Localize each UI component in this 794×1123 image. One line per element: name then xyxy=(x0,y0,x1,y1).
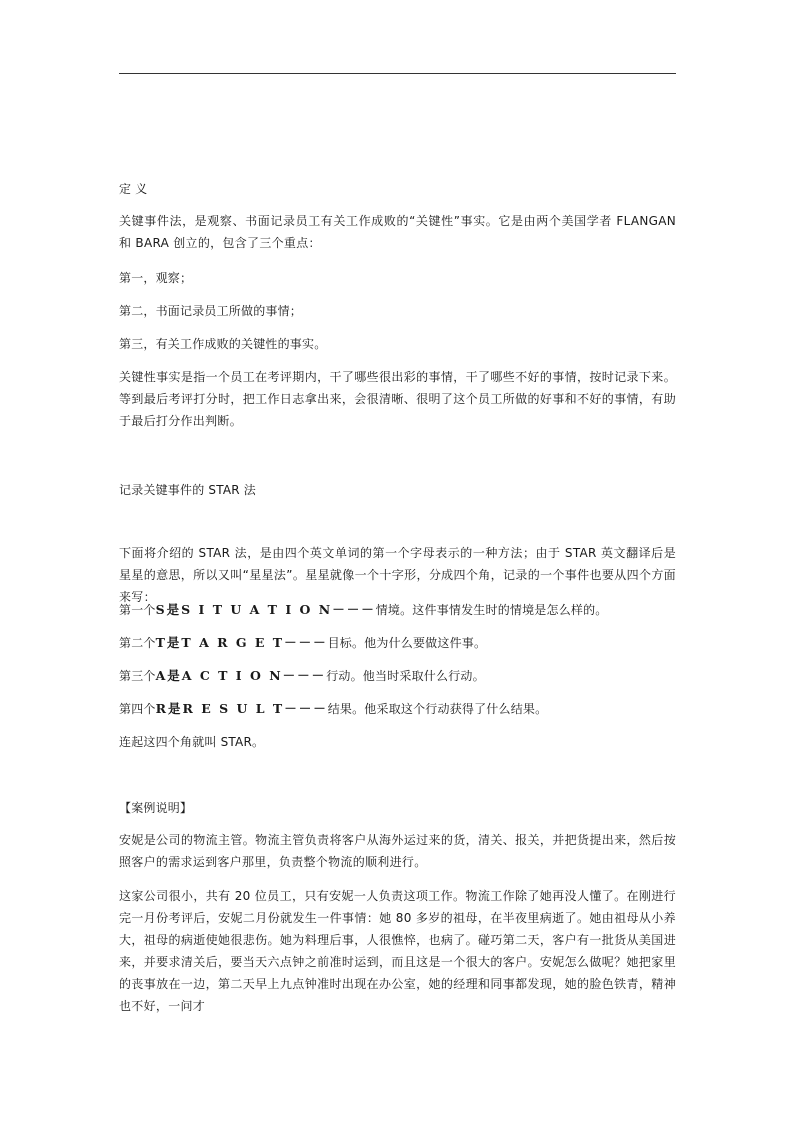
header-rule xyxy=(119,73,676,74)
paragraph-definition: 关键事件法，是观察、书面记录员工有关工作成败的“关键性”事实。它是由两个美国学者 FLANGAN 和 BARA 创立的，包含了三个重点： xyxy=(119,214,676,250)
star-item-prefix: 第一个 xyxy=(119,603,156,617)
paragraph-star-intro: 下面将介绍的 STAR 法，是由四个英文单词的第一个字母表示的一种方法；由于 STAR 英文翻译后是星星的意思，所以又叫“星星法”。星星就像一个十字形，分成四个角，记录的一个事件也要从四个方面来写： xyxy=(119,546,676,604)
point-3: 第三，有关工作成败的关键性的事实。 xyxy=(119,337,327,351)
star-item-s xyxy=(119,599,676,621)
point-2: 第二，书面记录员工所做的事情； xyxy=(119,304,303,318)
star-item-prefix: 第三个 xyxy=(119,669,156,683)
star-item-a xyxy=(119,665,676,687)
star-item-prefix: 第四个 xyxy=(119,702,156,716)
star-summary: 连起这四个角就叫 STAR。 xyxy=(119,735,265,749)
star-item-r xyxy=(119,698,676,720)
section-title-definition: 定 义 xyxy=(119,182,148,196)
section-title-star: 记录关键事件的 STAR 法 xyxy=(119,483,256,497)
point-1: 第一，观察； xyxy=(119,271,193,285)
star-item-desc: 目标。他为什么要做这件事。 xyxy=(327,636,487,650)
paragraph-case-2: 这家公司很小，共有 20 位员工，只有安妮一人负责这项工作。物流工作除了她再没人懂了。在刚进行完一月份考评后，安妮二月份就发生一件事情：她 80 多岁的祖母，在半夜里病逝了。她由祖母从小养大，祖母的病逝使她很悲伤。她为料理后事，人很憔悴，也病了。碰巧第二天，客户有一批货从美国进来，并要求清关后，要当天六点钟之前准时运到，而且这是一个很大的客户。安妮怎么做呢？她把家里的丧事放在一边，第二天早上九点钟准时出现在办公室，她的经理和同事都发现，她的脸色铁青，精神也不好，一问才 xyxy=(119,889,676,1013)
star-item-t xyxy=(119,632,676,654)
star-item-prefix: 第二个 xyxy=(119,636,156,650)
star-item-word: R是R E S U L T－－－ xyxy=(155,701,328,716)
star-item-desc: 行动。他当时采取什么行动。 xyxy=(326,669,485,683)
star-item-desc: 结果。他采取这个行动获得了什么结果。 xyxy=(327,702,548,716)
star-item-word: S是S I T U A T I O N－－－ xyxy=(155,602,376,617)
star-item-word: T是T A R G E T－－－ xyxy=(155,635,328,650)
star-item-desc: 情境。这件事情发生时的情境是怎么样的。 xyxy=(375,603,608,617)
paragraph-key-facts: 关键性事实是指一个员工在考评期内，干了哪些很出彩的事情，干了哪些不好的事情，按时记录下来。等到最后考评打分时，把工作日志拿出来，会很清晰、很明了这个员工所做的好事和不好的事情，有助于最后打分作出判断。 xyxy=(119,370,676,428)
section-title-case: 【案例说明】 xyxy=(119,801,193,815)
paragraph-case-1: 安妮是公司的物流主管。物流主管负责将客户从海外运过来的货，清关、报关，并把货提出来，然后按照客户的需求运到客户那里，负责整个物流的顺利进行。 xyxy=(119,833,676,869)
star-item-word: A是A C T I O N－－－ xyxy=(155,668,327,683)
